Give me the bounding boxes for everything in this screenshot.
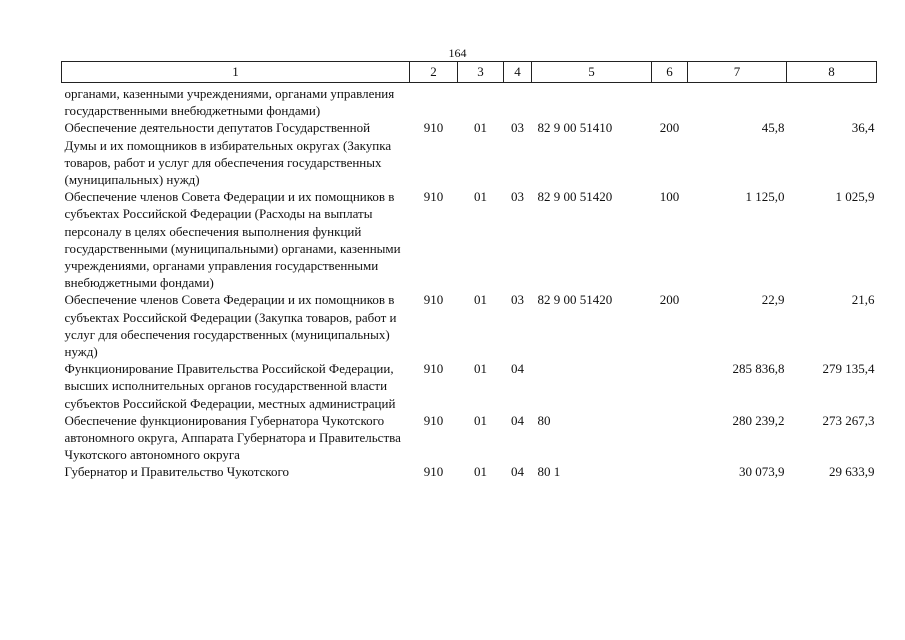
cell-subsection — [504, 83, 532, 120]
cell-expense-type — [652, 412, 688, 464]
row-name: Функционирование Правительства Российской Федерации, высших исполнительных органов государственной власти субъектов Российской Федерации, местных администраций — [64, 361, 396, 411]
cell-section: 01 — [474, 361, 487, 377]
cell-executed-amount: 21,6 — [851, 292, 875, 308]
cell-executed-amount: 279 135,4 — [822, 361, 875, 377]
cell-target-article: 80 1 — [537, 464, 561, 480]
row-name: Обеспечение членов Совета Федерации и их помощников в субъектах Российской Федерации (Закупка товаров, работ и услуг для обеспечения государственных (муниципальных) нужд) — [64, 292, 397, 360]
cell-planned-amount: 280 239,2 — [732, 412, 785, 428]
cell-ministry-code: 910 — [423, 120, 444, 136]
cell-section: 01 — [474, 412, 487, 428]
cell-planned-amount: 285 836,8 — [732, 361, 785, 377]
cell-target-article: 82 9 00 51410 — [537, 120, 613, 136]
column-header: 3 — [458, 62, 504, 83]
cell-expense-type: 200 — [659, 120, 680, 136]
cell-subsection: 04 — [511, 361, 524, 377]
cell-ministry-code: 910 — [423, 361, 444, 377]
cell-subsection: 04 — [511, 464, 524, 480]
cell-executed-amount: 36,4 — [851, 120, 875, 136]
table-row — [62, 119, 877, 188]
cell-executed-amount — [787, 83, 877, 120]
cell-section: 01 — [474, 292, 487, 308]
cell-section — [458, 83, 504, 120]
row-name: Обеспечение членов Совета Федерации и их помощников в субъектах Российской Федерации (Расходы на выплаты персоналу в целях обеспечения выполнения функций государственными (муниципальными) органами, казенными учреждениями, органами управления государственными внебюджетными фондами) — [64, 189, 401, 291]
cell-planned-amount: 30 073,9 — [739, 464, 785, 480]
table-row — [62, 412, 877, 464]
cell-expense-type: 200 — [659, 292, 680, 308]
budget-table — [61, 61, 877, 481]
cell-target-article — [532, 360, 652, 412]
cell-target-article: 82 9 00 51420 — [537, 292, 613, 308]
cell-target-article: 80 — [537, 412, 551, 428]
cell-subsection: 04 — [511, 412, 524, 428]
cell-ministry-code — [410, 83, 458, 120]
row-name: Обеспечение деятельности депутатов Государственной Думы и их помощников в избирательных округах (Закупка товаров, работ и услуг для обеспечения государственных (муниципальных) нужд) — [64, 120, 392, 188]
cell-subsection: 03 — [511, 292, 524, 308]
cell-ministry-code: 910 — [423, 189, 444, 205]
column-header: 2 — [410, 62, 458, 83]
column-header: 1 — [62, 62, 410, 83]
row-name: Обеспечение функционирования Губернатора Чукотского автономного округа, Аппарата Губернатора и Правительства Чукотского автономного округа — [64, 412, 401, 463]
cell-target-article: 82 9 00 51420 — [537, 189, 613, 205]
cell-planned-amount: 22,9 — [761, 292, 785, 308]
column-header: 4 — [504, 62, 532, 83]
cell-expense-type — [652, 360, 688, 412]
cell-executed-amount: 29 633,9 — [829, 464, 875, 480]
column-header: 7 — [688, 62, 787, 83]
table-row — [62, 83, 877, 120]
cell-expense-type: 100 — [659, 189, 680, 205]
column-header: 6 — [652, 62, 688, 83]
cell-target-article — [532, 83, 652, 120]
row-name: органами, казенными учреждениями, органами управления государственными внебюджетными фондами) — [64, 86, 395, 119]
column-header: 5 — [532, 62, 652, 83]
column-header: 8 — [787, 62, 877, 83]
cell-planned-amount — [688, 83, 787, 120]
table-row — [62, 188, 877, 291]
table-row — [62, 360, 877, 412]
cell-section: 01 — [474, 464, 487, 480]
cell-section: 01 — [474, 189, 487, 205]
cell-ministry-code: 910 — [423, 464, 444, 480]
cell-section: 01 — [474, 120, 487, 136]
table-row — [62, 463, 877, 480]
table-row — [62, 291, 877, 360]
header-row — [62, 62, 877, 83]
cell-executed-amount: 1 025,9 — [835, 189, 875, 205]
cell-ministry-code: 910 — [423, 292, 444, 308]
cell-expense-type — [652, 83, 688, 120]
cell-expense-type — [652, 463, 688, 480]
cell-ministry-code: 910 — [423, 412, 444, 428]
cell-planned-amount: 45,8 — [761, 120, 785, 136]
row-name: Губернатор и Правительство Чукотского — [64, 464, 289, 480]
cell-planned-amount: 1 125,0 — [745, 189, 785, 205]
cell-subsection: 03 — [511, 120, 524, 136]
page-number: 164 — [448, 46, 467, 60]
cell-subsection: 03 — [511, 189, 524, 205]
cell-executed-amount: 273 267,3 — [822, 412, 875, 428]
